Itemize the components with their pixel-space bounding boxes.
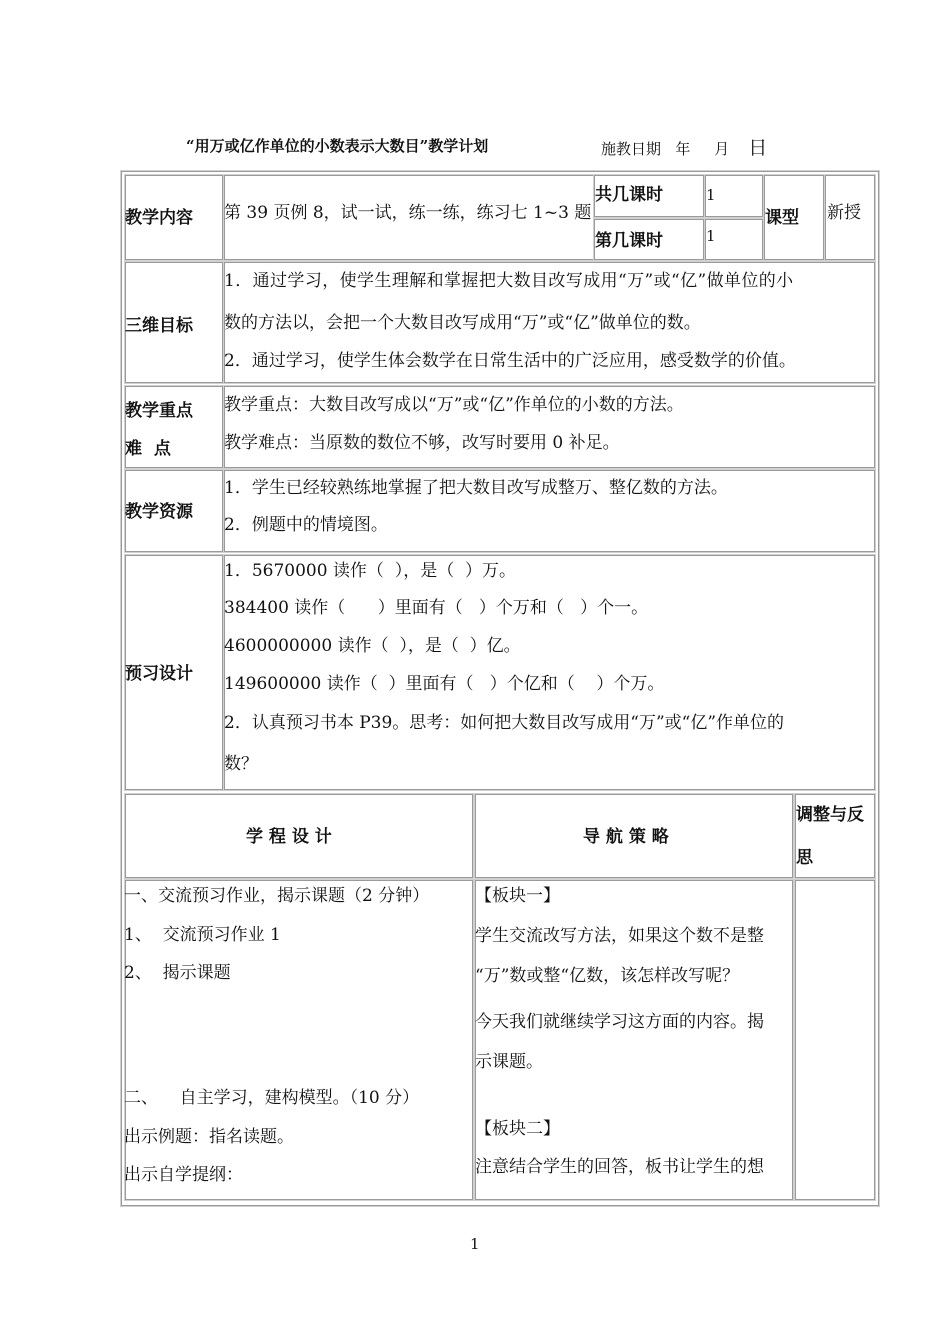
preview-line-4: 149600000 读作（ ）里面有（ ）个亿和（ ）个万。 bbox=[224, 674, 665, 694]
process-col2-line-4: 今天我们就继续学习这方面的内容。揭 bbox=[475, 1012, 764, 1032]
key-line-2: 教学难点：当原数的数位不够，改写时要用 0 补足。 bbox=[224, 433, 620, 453]
preview-label: 预习设计 bbox=[125, 664, 193, 684]
resources-line-1: 1．学生已经较熟练地掌握了把大数目改写成整万、整亿数的方法。 bbox=[224, 478, 728, 498]
page-title: “用万或亿作单位的小数表示大数目”教学计划 bbox=[186, 137, 489, 155]
goals-label: 三维目标 bbox=[125, 316, 193, 336]
process-col2-header: 导 航 策 略 bbox=[583, 827, 669, 847]
preview-line-5: 2．认真预习书本 P39。思考：如何把大数目改写成用“万”或“亿”作单位的 bbox=[224, 713, 785, 733]
total-hours-label: 共几课时 bbox=[595, 185, 663, 205]
goals-line-1: 1．通过学习，使学生理解和掌握把大数目改写成用“万”或“亿”做单位的小 bbox=[224, 271, 794, 291]
goals-line-3: 2．通过学习，使学生体会数学在日常生活中的广泛应用，感受数学的价值。 bbox=[224, 351, 796, 371]
process-col3-header-2: 思 bbox=[796, 848, 813, 868]
preview-line-3: 4600000000 读作（ ），是（ ）亿。 bbox=[224, 636, 521, 656]
process-col1-header: 学 程 设 计 bbox=[246, 827, 332, 847]
key-label-2: 难 点 bbox=[125, 439, 171, 459]
process-col3-body-cell bbox=[795, 880, 875, 1200]
process-col2-line-3: “万”数或整“亿数，该怎样改写呢？ bbox=[475, 966, 740, 986]
type-value: 新授 bbox=[827, 203, 861, 223]
process-col2-line-7: 注意结合学生的回答，板书让学生的想 bbox=[475, 1157, 764, 1177]
date-year: 年 bbox=[675, 140, 691, 158]
process-col1-line-5: 出示例题：指名读题。 bbox=[124, 1127, 294, 1147]
process-col1-line-2: 1、 交流预习作业 1 bbox=[124, 925, 281, 945]
content-label: 教学内容 bbox=[125, 208, 193, 228]
process-col2-line-2: 学生交流改写方法，如果这个数不是整 bbox=[475, 926, 764, 946]
which-hour-value: 1 bbox=[706, 227, 716, 245]
process-col1-line-3: 2、 揭示课题 bbox=[124, 963, 231, 983]
resources-label: 教学资源 bbox=[125, 502, 193, 522]
content-text: 第 39 页例 8，试一试，练一练，练习七 1~3 题 bbox=[224, 203, 592, 223]
key-label-1: 教学重点 bbox=[125, 401, 193, 421]
process-col1-line-4: 二、 自主学习，建构模型。（10 分） bbox=[124, 1088, 420, 1108]
process-col2-line-5: 示课题。 bbox=[475, 1052, 543, 1072]
process-col2-line-1: 【板块一】 bbox=[475, 886, 560, 906]
teaching-date bbox=[601, 133, 767, 160]
process-col1-line-1: 一、交流预习作业，揭示课题（2 分钟） bbox=[124, 886, 430, 906]
process-col3-header-1: 调整与反 bbox=[796, 805, 864, 825]
total-hours-value: 1 bbox=[706, 186, 716, 204]
which-hour-label: 第几课时 bbox=[595, 231, 663, 251]
page-number: 1 bbox=[470, 1235, 480, 1253]
goals-line-2: 数的方法以，会把一个大数目改写成用“万”或“亿”做单位的数。 bbox=[224, 313, 701, 333]
date-month: 月 bbox=[714, 140, 730, 158]
preview-line-6: 数？ bbox=[224, 754, 258, 774]
date-label: 施教日期 bbox=[601, 140, 662, 158]
preview-line-1: 1．5670000 读作（ ），是（ ）万。 bbox=[224, 561, 517, 581]
preview-line-2: 384400 读作（ ）里面有（ ）个万和（ ）个一。 bbox=[224, 598, 649, 618]
process-col1-line-6: 出示自学提纲： bbox=[124, 1165, 243, 1185]
process-col2-line-6: 【板块二】 bbox=[475, 1119, 560, 1139]
key-line-1: 教学重点：大数目改写成以“万”或“亿”作单位的小数的方法。 bbox=[224, 395, 684, 415]
type-label: 课型 bbox=[765, 208, 799, 228]
resources-line-2: 2．例题中的情境图。 bbox=[224, 515, 388, 535]
date-day: 日 bbox=[748, 137, 768, 159]
